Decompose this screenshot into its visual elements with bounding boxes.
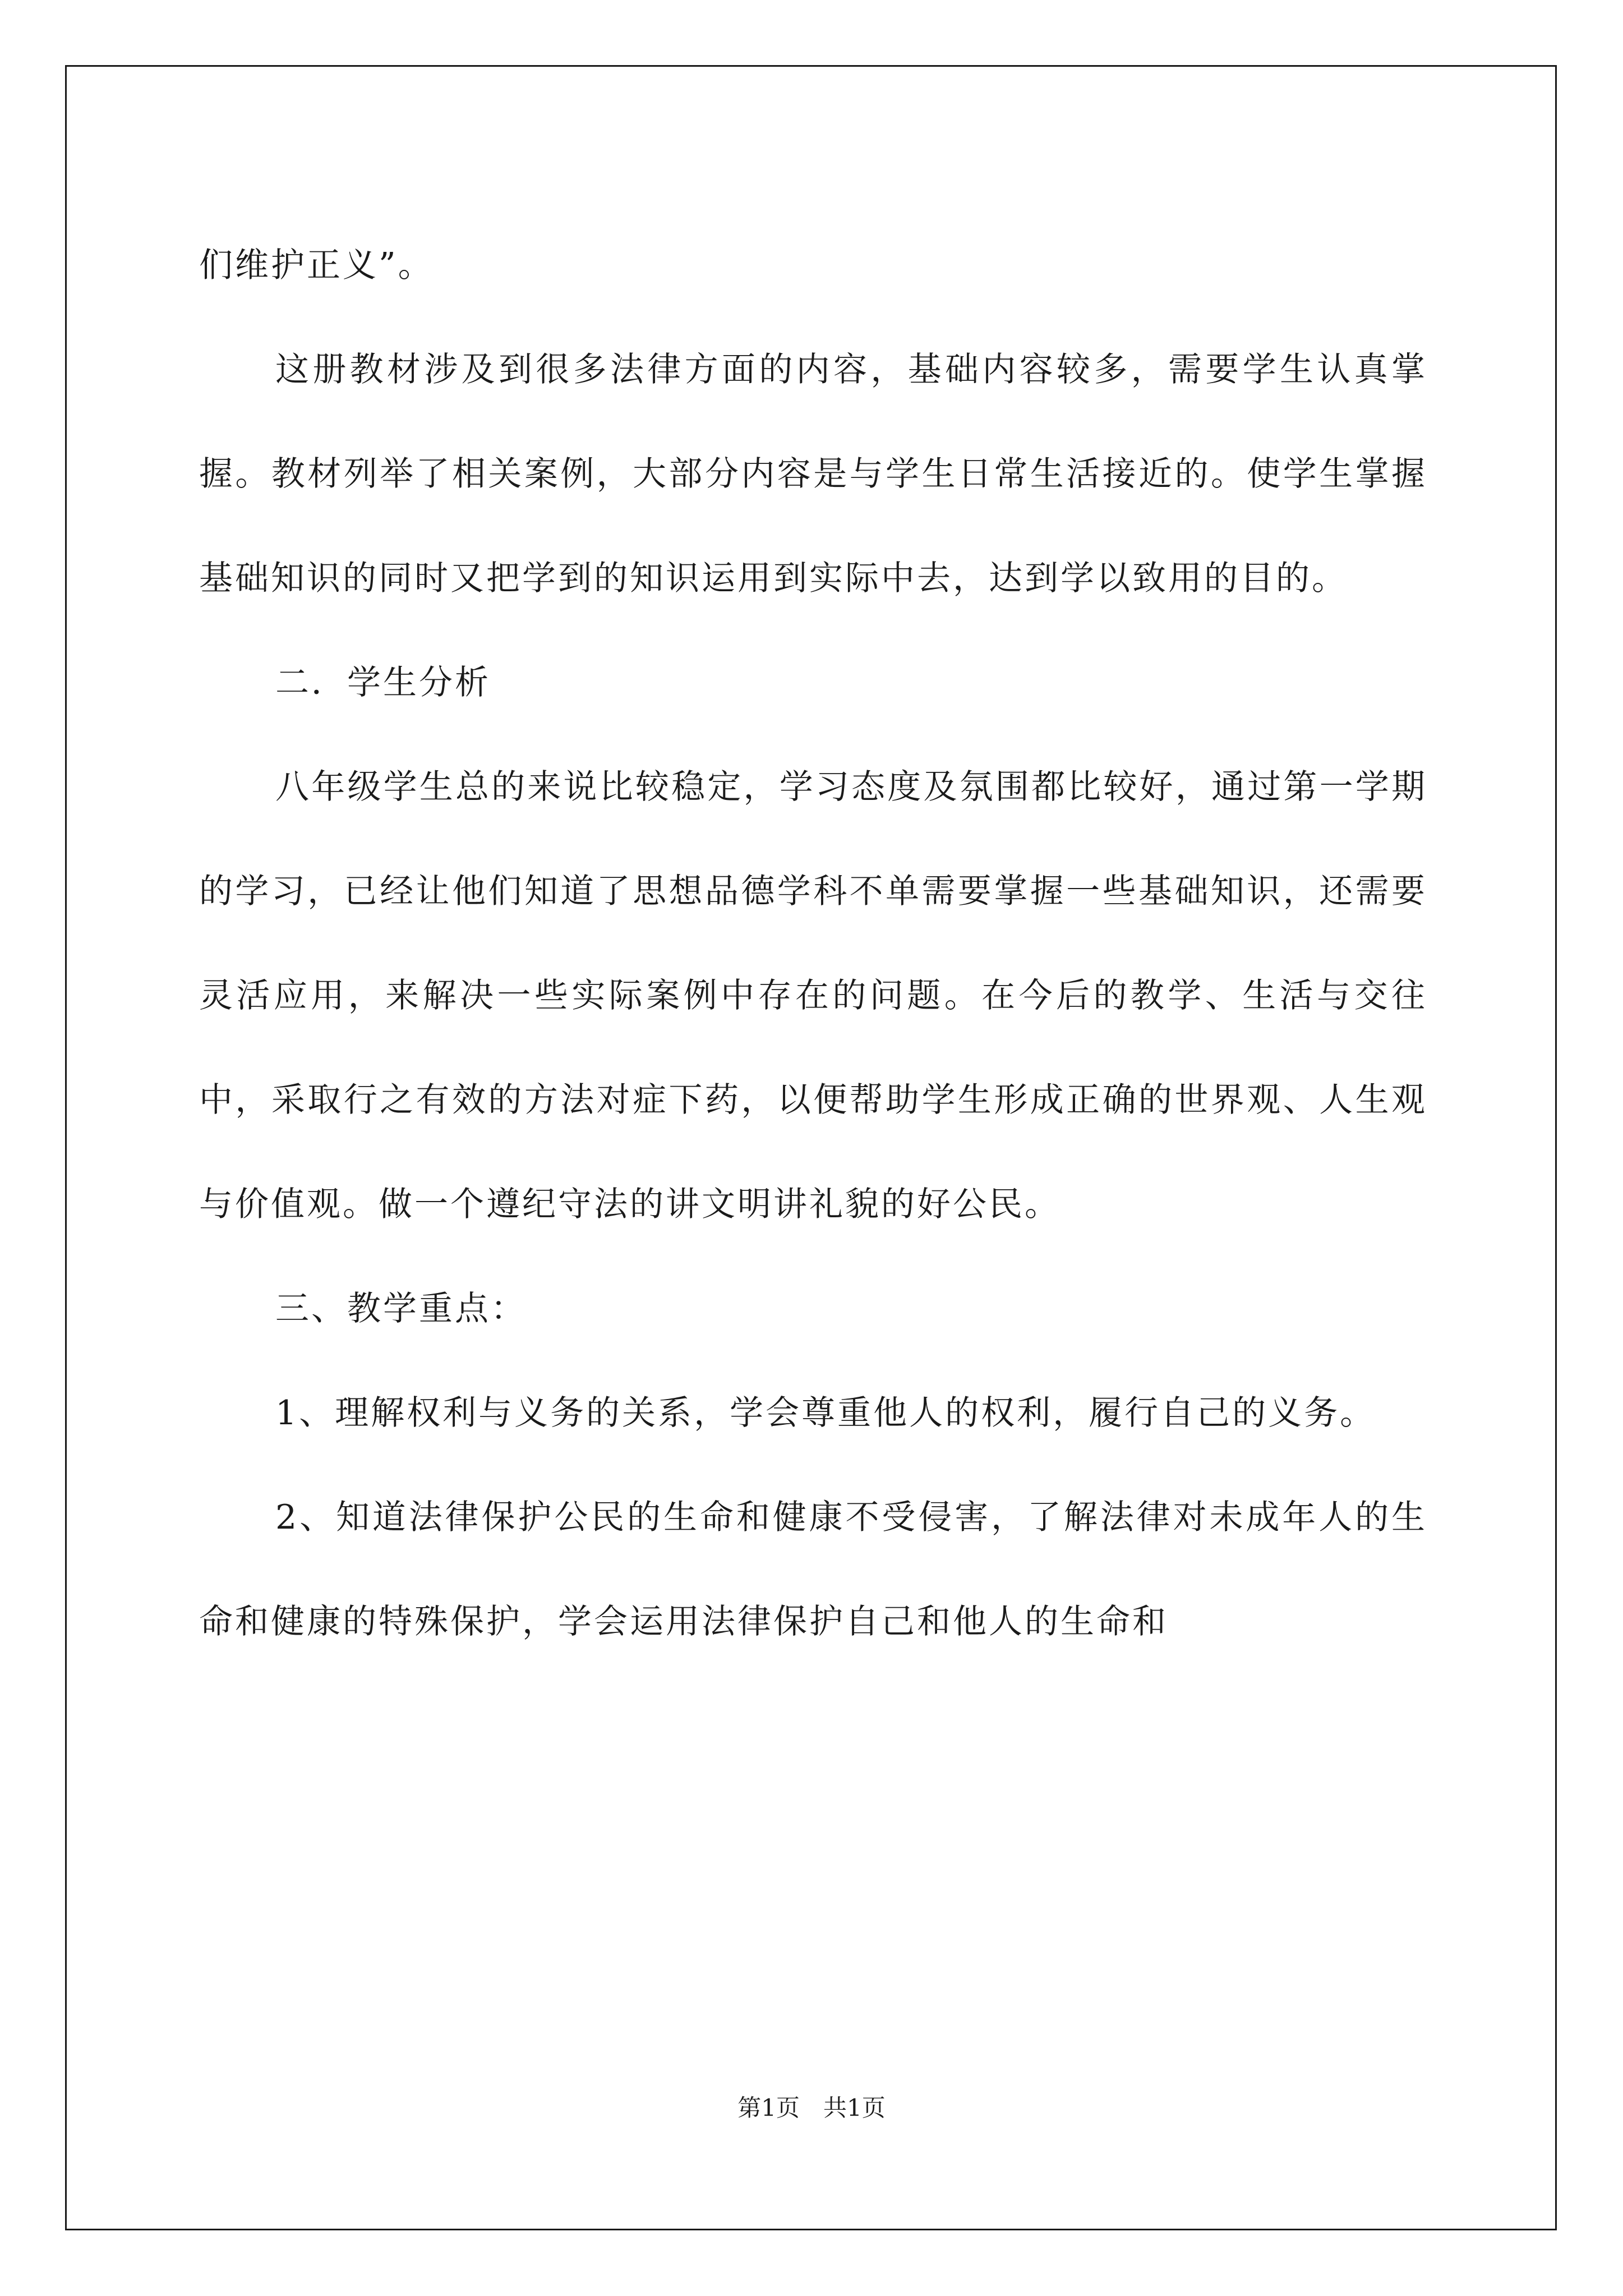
section-heading-student-analysis: 二．学生分析 xyxy=(275,663,491,702)
document-body xyxy=(199,213,1427,1674)
section-heading-teaching-focus: 三、教学重点： xyxy=(275,1289,527,1328)
paragraph-1: 们维护正义”。 xyxy=(199,246,434,285)
list-item-2: 2、知道法律保护公民的生命和健康不受侵害，了解法律对未成年人的生命和健康的特殊保护，学会运用法律保护自己和他人的生命和 xyxy=(199,1498,1427,1641)
page-footer: 第1页 共1页 xyxy=(737,2094,886,2122)
list-item-1: 1、理解权利与义务的关系，学会尊重他人的权利，履行自己的义务。 xyxy=(275,1393,1376,1433)
paragraph-3: 八年级学生总的来说比较稳定，学习态度及氛围都比较好，通过第一学期的学习，已经让他们知道了思想品德学科不单需要掌握一些基础知识，还需要灵活应用，来解决一些实际案例中存在的问题。在今后的教学、生活与交往中，采取行之有效的方法对症下药，以便帮助学生形成正确的世界观、人生观与价值观。做一个遵纪守法的讲文明讲礼貌的好公民。 xyxy=(199,767,1427,1224)
paragraph-2: 这册教材涉及到很多法律方面的内容，基础内容较多，需要学生认真掌握。教材列举了相关案例，大部分内容是与学生日常生活接近的。使学生掌握基础知识的同时又把学到的知识运用到实际中去，达到学以致用的目的。 xyxy=(199,350,1427,598)
